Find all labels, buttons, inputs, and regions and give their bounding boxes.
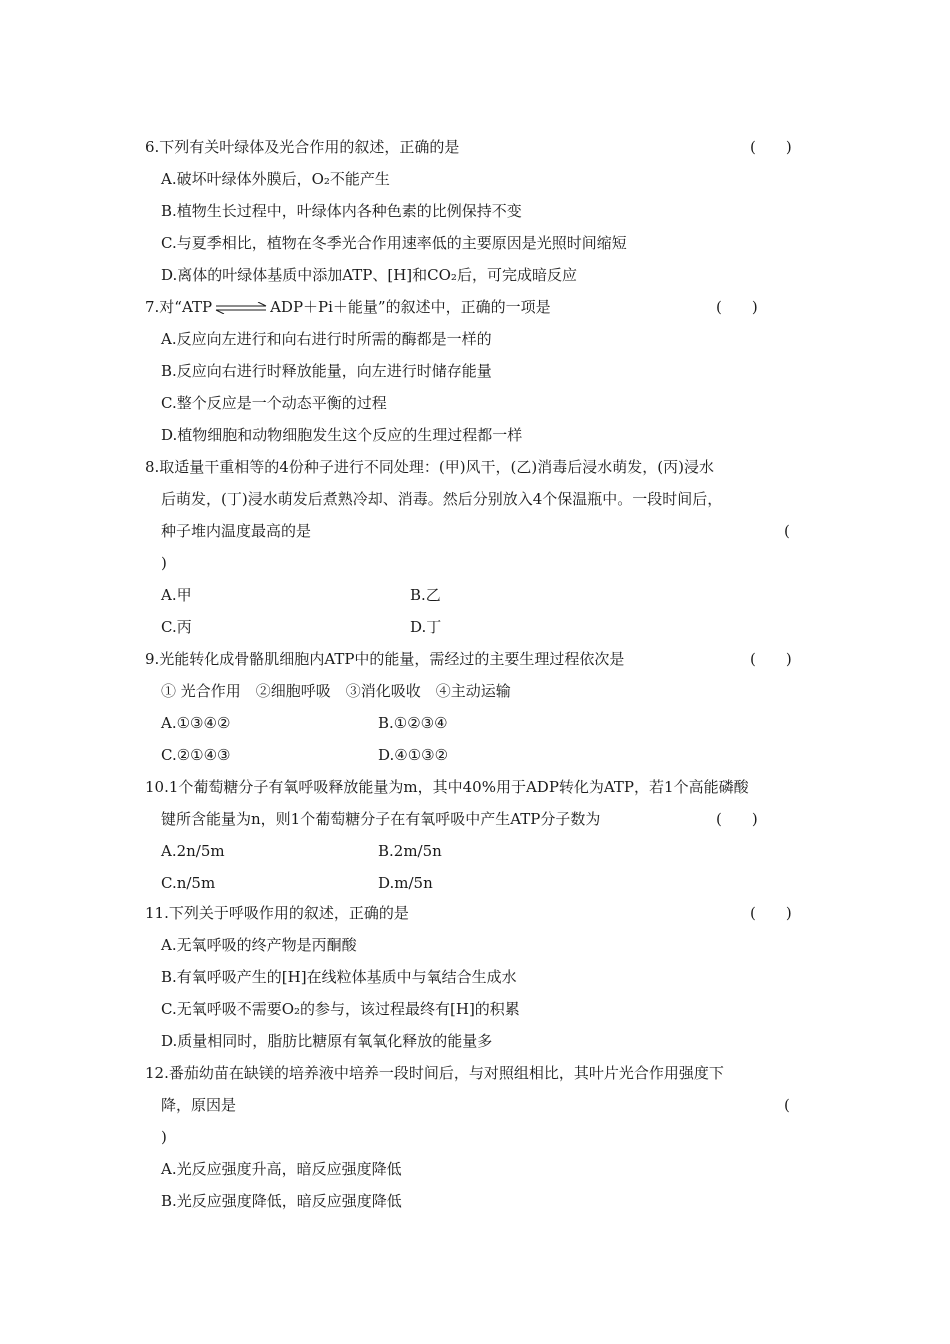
option-a: A.破坏叶绿体外膜后，O₂不能产生 (161, 170, 390, 188)
option-c: C.丙 (161, 618, 192, 636)
question-7-stem-post: ADP＋Pi＋能量”的叙述中，正确的一项是 (270, 298, 551, 316)
option-c: C.整个反应是一个动态平衡的过程 (161, 394, 387, 412)
option-d: D.m/5n (378, 874, 433, 892)
question-12-stem-line2: 降，原因是 (161, 1096, 237, 1114)
question-6-stem: 6.下列有关叶绿体及光合作用的叙述，正确的是 (145, 138, 460, 156)
answer-blank: ( ) (750, 138, 792, 156)
option-a: A.无氧呼吸的终产物是丙酮酸 (161, 936, 357, 954)
answer-blank-open: ( (784, 1096, 790, 1114)
question-8-stem-line2: 后萌发，(丁)浸水萌发后煮熟冷却、消毒。然后分别放入4个保温瓶中。一段时间后， (161, 490, 723, 508)
option-c: C.②①④③ (161, 746, 231, 764)
option-b: B.①②③④ (378, 714, 448, 732)
option-b: B.有氧呼吸产生的[H]在线粒体基质中与氧结合生成水 (161, 968, 517, 986)
option-b: B.乙 (410, 586, 441, 604)
answer-blank-close: ) (161, 554, 167, 572)
option-d: D.离体的叶绿体基质中添加ATP、[H]和CO₂后，可完成暗反应 (161, 266, 577, 284)
question-9-stem: 9.光能转化成骨骼肌细胞内ATP中的能量，需经过的主要生理过程依次是 (145, 650, 625, 668)
answer-blank: ( ) (716, 298, 758, 316)
option-b: B.反应向右进行时释放能量，向左进行时储存能量 (161, 362, 492, 380)
answer-blank: ( ) (716, 810, 758, 828)
answer-blank-close: ) (161, 1128, 167, 1146)
option-b: B.光反应强度降低，暗反应强度降低 (161, 1192, 402, 1210)
option-a: A.反应向左进行和向右进行时所需的酶都是一样的 (161, 330, 492, 348)
reversible-reaction-arrow-icon (214, 302, 268, 314)
question-11-stem: 11.下列关于呼吸作用的叙述，正确的是 (145, 904, 409, 922)
option-d: D.植物细胞和动物细胞发生这个反应的生理过程都一样 (161, 426, 523, 444)
option-c: C.n/5m (161, 874, 216, 892)
answer-blank: ( ) (750, 650, 792, 668)
process-list: ① 光合作用 ②细胞呼吸 ③消化吸收 ④主动运输 (161, 682, 511, 700)
option-a: A.光反应强度升高，暗反应强度降低 (161, 1160, 402, 1178)
question-10-stem-line1: 10.1个葡萄糖分子有氧呼吸释放能量为m，其中40%用于ADP转化为ATP，若1个高能磷酸 (145, 778, 749, 796)
option-a: A.①③④② (161, 714, 231, 732)
answer-blank-open: ( (784, 522, 790, 540)
option-c: C.与夏季相比，植物在冬季光合作用速率低的主要原因是光照时间缩短 (161, 234, 627, 252)
option-a: A.甲 (161, 586, 192, 604)
option-b: B.2m/5n (378, 842, 442, 860)
option-d: D.质量相同时，脂肪比糖原有氧氧化释放的能量多 (161, 1032, 493, 1050)
option-a: A.2n/5m (161, 842, 225, 860)
question-8-stem-line3: 种子堆内温度最高的是 (161, 522, 312, 540)
option-c: C.无氧呼吸不需要O₂的参与，该过程最终有[H]的积累 (161, 1000, 520, 1018)
answer-blank: ( ) (750, 904, 792, 922)
question-7-stem (145, 297, 551, 317)
option-b: B.植物生长过程中，叶绿体内各种色素的比例保持不变 (161, 202, 522, 220)
question-12-stem-line1: 12.番茄幼苗在缺镁的培养液中培养一段时间后，与对照组相比，其叶片光合作用强度下 (145, 1064, 724, 1082)
question-7-stem-pre: 7.对“ATP (145, 298, 213, 316)
question-8-stem-line1: 8.取适量干重相等的4份种子进行不同处理：(甲)风干，(乙)消毒后浸水萌发，(丙)浸水 (145, 458, 714, 476)
question-10-stem-line2: 键所含能量为n，则1个葡萄糖分子在有氧呼吸中产生ATP分子数为 (161, 810, 601, 828)
option-d: D.④①③② (378, 746, 449, 764)
option-d: D.丁 (410, 618, 442, 636)
